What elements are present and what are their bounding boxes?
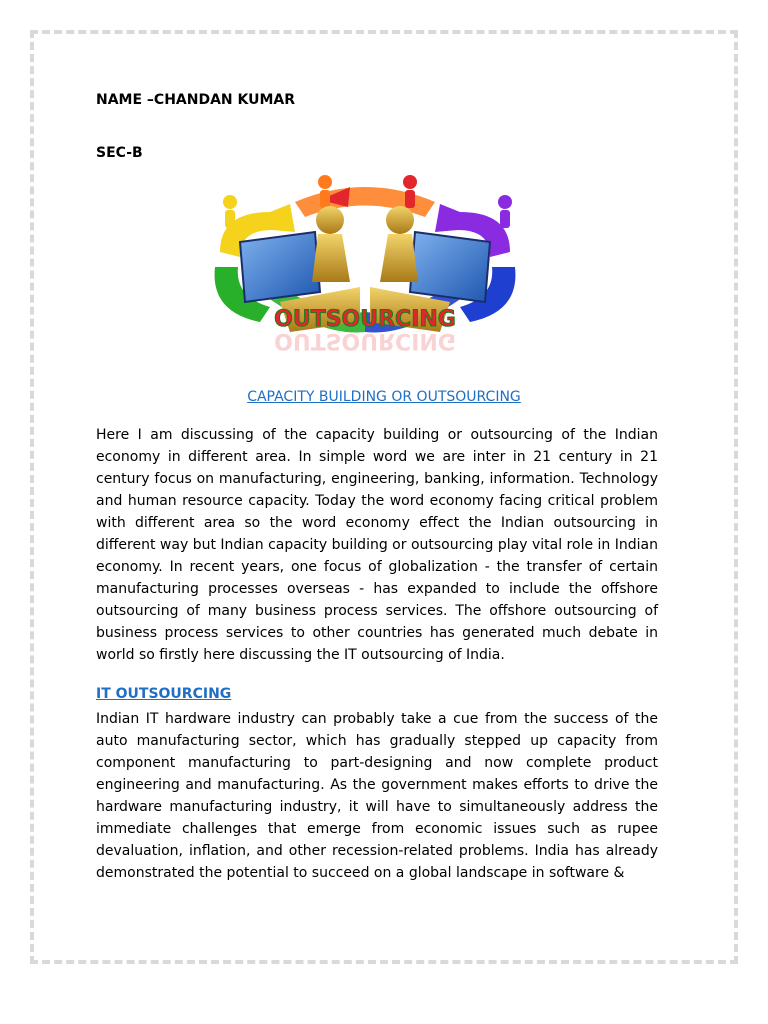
banner-reflection: OUTSOURCING — [274, 328, 456, 353]
paragraph-it-outsourcing: Indian IT hardware industry can probably take a cue from the success of the auto manufacturing sector, which has gradually stepped up capacity from component manufacturing to part-designing and now complete product engineering and manufacturing. As the government makes efforts to drive the hardware manufacturing industry, it will have to simultaneously address the immediate challenges that emerge from economic issues such as rupee devaluation, inflation, and other recession-related problems. India has already demonstrated the potential to succeed on a global landscape in software & — [96, 711, 658, 881]
outsourcing-banner-text: OUTSOURCING — [274, 307, 456, 332]
name-line: NAME –CHANDAN KUMAR — [96, 92, 296, 108]
outsourcing-illustration — [200, 172, 530, 372]
section-title[interactable]: CAPACITY BUILDING OR OUTSOURCING — [247, 389, 521, 405]
section-line: SEC-B — [96, 145, 143, 161]
it-outsourcing-heading[interactable]: IT OUTSOURCING — [96, 686, 232, 702]
paragraph-capacity-building: Here I am discussing of the capacity building or outsourcing of the Indian economy in different area. In simple word we are inter in 21 century in 21 century focus on manufacturing, engineering, banking, information. Technology and human resource capacity. Today the word economy facing critical problem with different area so the word economy effect the Indian outsourcing in different way but Indian capacity building or outsourcing play vital role in Indian economy. In recent years, one focus of globalization - the transfer of certain manufacturing processes overseas - has expanded to include the offshore outsourcing of many business process services. The offshore outsourcing of business process services to other countries has generated much debate in world so firstly here discussing the IT outsourcing of India. — [96, 427, 658, 663]
